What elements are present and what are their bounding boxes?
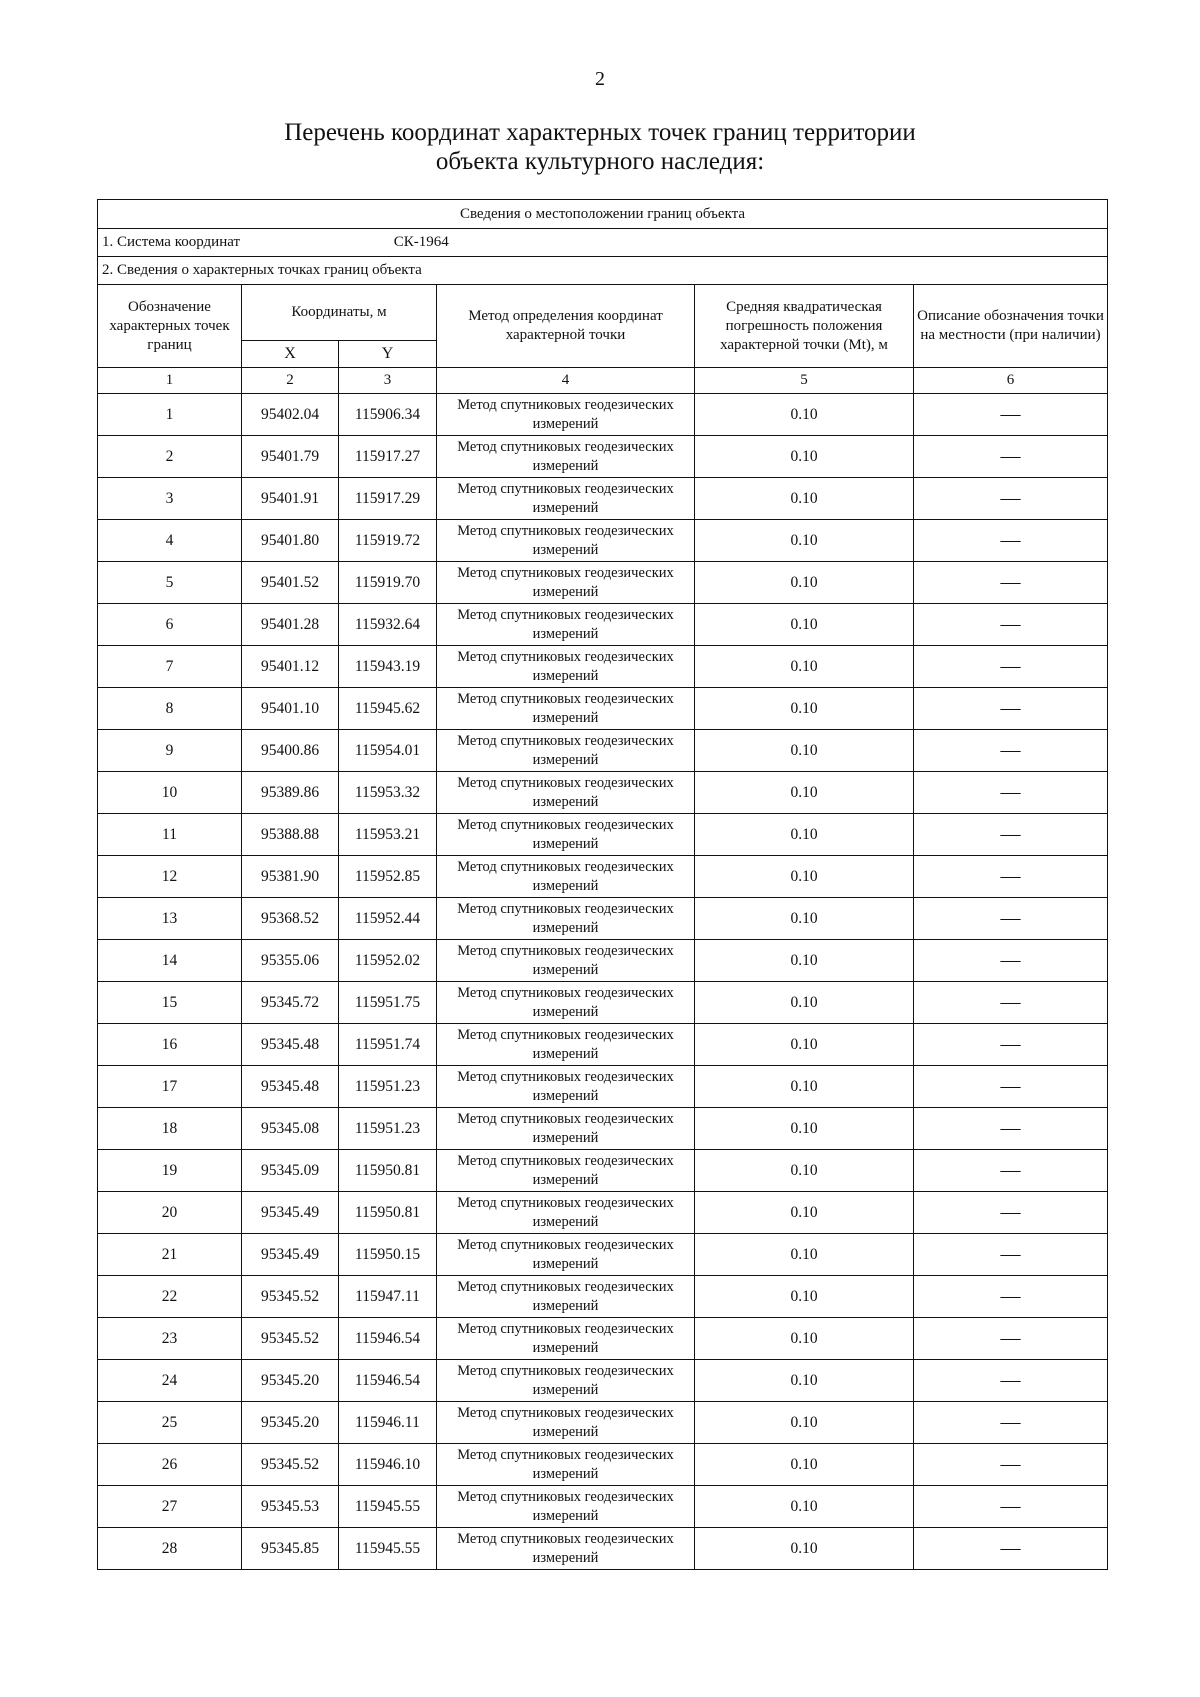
table-row xyxy=(98,1486,1108,1528)
table-row xyxy=(98,856,1108,898)
coordinate-x: 95401.12 xyxy=(242,646,339,688)
coordinate-x: 95345.52 xyxy=(242,1444,339,1486)
method-cell: Метод спутниковых геодезических измерений xyxy=(437,856,695,898)
coordinate-y: 115919.72 xyxy=(339,520,437,562)
error-value: 0.10 xyxy=(695,856,914,898)
error-value: 0.10 xyxy=(695,478,914,520)
method-cell: Метод спутниковых геодезических измерений xyxy=(437,1528,695,1570)
table-row xyxy=(98,436,1108,478)
coordinate-x: 95345.20 xyxy=(242,1360,339,1402)
error-value: 0.10 xyxy=(695,1024,914,1066)
table-body xyxy=(98,394,1108,1570)
table-row xyxy=(98,898,1108,940)
coordinate-y: 115917.27 xyxy=(339,436,437,478)
column-number: 3 xyxy=(339,368,437,394)
coordinate-y: 115951.23 xyxy=(339,1066,437,1108)
error-value: 0.10 xyxy=(695,814,914,856)
error-value: 0.10 xyxy=(695,772,914,814)
coordinate-y: 115946.10 xyxy=(339,1444,437,1486)
point-number: 4 xyxy=(98,520,242,562)
description-cell: — xyxy=(914,1444,1108,1486)
coordinate-y: 115932.64 xyxy=(339,604,437,646)
page-number: 2 xyxy=(595,68,605,90)
table-row xyxy=(98,604,1108,646)
table-row xyxy=(98,562,1108,604)
error-value: 0.10 xyxy=(695,1150,914,1192)
description-cell: — xyxy=(914,1234,1108,1276)
method-cell: Метод спутниковых геодезических измерений xyxy=(437,730,695,772)
coordinate-x: 95368.52 xyxy=(242,898,339,940)
coordinate-y: 115950.15 xyxy=(339,1234,437,1276)
point-number: 6 xyxy=(98,604,242,646)
point-number: 5 xyxy=(98,562,242,604)
description-cell: — xyxy=(914,940,1108,982)
coordinate-x: 95345.53 xyxy=(242,1486,339,1528)
method-cell: Метод спутниковых геодезических измерений xyxy=(437,562,695,604)
point-number: 19 xyxy=(98,1150,242,1192)
point-number: 3 xyxy=(98,478,242,520)
method-cell: Метод спутниковых геодезических измерений xyxy=(437,1360,695,1402)
coordinate-x: 95400.86 xyxy=(242,730,339,772)
header-description: Описание обозначения точки на местности (при наличии) xyxy=(914,285,1108,368)
description-cell: — xyxy=(914,1486,1108,1528)
error-value: 0.10 xyxy=(695,688,914,730)
coordinate-y: 115946.54 xyxy=(339,1360,437,1402)
description-cell: — xyxy=(914,730,1108,772)
error-value: 0.10 xyxy=(695,604,914,646)
table-row xyxy=(98,1150,1108,1192)
description-cell: — xyxy=(914,604,1108,646)
table-row xyxy=(98,1318,1108,1360)
coordinate-x: 95345.20 xyxy=(242,1402,339,1444)
coordinate-y: 115947.11 xyxy=(339,1276,437,1318)
table-row xyxy=(98,478,1108,520)
point-number: 26 xyxy=(98,1444,242,1486)
method-cell: Метод спутниковых геодезических измерений xyxy=(437,520,695,562)
coordinate-x: 95401.52 xyxy=(242,562,339,604)
title-line-1: Перечень координат характерных точек границ территории xyxy=(284,119,916,146)
coordinate-y: 115950.81 xyxy=(339,1192,437,1234)
points-section-label: 2. Сведения о характерных точках границ объекта xyxy=(98,257,1108,285)
point-number: 12 xyxy=(98,856,242,898)
point-number: 24 xyxy=(98,1360,242,1402)
description-cell: — xyxy=(914,478,1108,520)
table-row xyxy=(98,772,1108,814)
error-value: 0.10 xyxy=(695,520,914,562)
table-row xyxy=(98,940,1108,982)
description-cell: — xyxy=(914,1192,1108,1234)
coordinate-y: 115950.81 xyxy=(339,1150,437,1192)
coordinate-y: 115946.54 xyxy=(339,1318,437,1360)
error-value: 0.10 xyxy=(695,730,914,772)
header-y: Y xyxy=(339,341,437,368)
description-cell: — xyxy=(914,1024,1108,1066)
method-cell: Метод спутниковых геодезических измерений xyxy=(437,982,695,1024)
description-cell: — xyxy=(914,646,1108,688)
method-cell: Метод спутниковых геодезических измерений xyxy=(437,772,695,814)
description-cell: — xyxy=(914,394,1108,436)
coord-system-value: СК-1964 xyxy=(393,234,449,250)
coordinate-y: 115919.70 xyxy=(339,562,437,604)
coordinate-x: 95401.80 xyxy=(242,520,339,562)
coordinates-table xyxy=(97,199,1108,1570)
point-number: 2 xyxy=(98,436,242,478)
table-row xyxy=(98,1528,1108,1570)
description-cell: — xyxy=(914,1066,1108,1108)
method-cell: Метод спутниковых геодезических измерений xyxy=(437,1108,695,1150)
header-method: Метод определения координат характерной точки xyxy=(437,285,695,368)
description-cell: — xyxy=(914,436,1108,478)
point-number: 25 xyxy=(98,1402,242,1444)
error-value: 0.10 xyxy=(695,898,914,940)
description-cell: — xyxy=(914,1402,1108,1444)
table-row xyxy=(98,1444,1108,1486)
error-value: 0.10 xyxy=(695,1276,914,1318)
coordinate-x: 95401.79 xyxy=(242,436,339,478)
table-row xyxy=(98,394,1108,436)
coordinate-y: 115951.74 xyxy=(339,1024,437,1066)
coordinate-x: 95345.48 xyxy=(242,1066,339,1108)
error-value: 0.10 xyxy=(695,940,914,982)
coordinate-x: 95345.85 xyxy=(242,1528,339,1570)
coordinate-y: 115946.11 xyxy=(339,1402,437,1444)
point-number: 22 xyxy=(98,1276,242,1318)
column-number: 5 xyxy=(695,368,914,394)
point-number: 1 xyxy=(98,394,242,436)
description-cell: — xyxy=(914,688,1108,730)
point-number: 21 xyxy=(98,1234,242,1276)
coordinate-x: 95381.90 xyxy=(242,856,339,898)
coordinate-x: 95345.49 xyxy=(242,1192,339,1234)
column-number: 4 xyxy=(437,368,695,394)
description-cell: — xyxy=(914,856,1108,898)
error-value: 0.10 xyxy=(695,982,914,1024)
point-number: 15 xyxy=(98,982,242,1024)
error-value: 0.10 xyxy=(695,1402,914,1444)
point-number: 7 xyxy=(98,646,242,688)
header-point-designation: Обозначение характерных точек границ xyxy=(98,285,242,368)
error-value: 0.10 xyxy=(695,1318,914,1360)
point-number: 8 xyxy=(98,688,242,730)
method-cell: Метод спутниковых геодезических измерений xyxy=(437,814,695,856)
method-cell: Метод спутниковых геодезических измерений xyxy=(437,604,695,646)
coordinate-y: 115943.19 xyxy=(339,646,437,688)
method-cell: Метод спутниковых геодезических измерений xyxy=(437,436,695,478)
method-cell: Метод спутниковых геодезических измерений xyxy=(437,1066,695,1108)
table-row xyxy=(98,1360,1108,1402)
description-cell: — xyxy=(914,772,1108,814)
method-cell: Метод спутниковых геодезических измерений xyxy=(437,1318,695,1360)
method-cell: Метод спутниковых геодезических измерений xyxy=(437,898,695,940)
point-number: 27 xyxy=(98,1486,242,1528)
table-row xyxy=(98,1024,1108,1066)
description-cell: — xyxy=(914,562,1108,604)
error-value: 0.10 xyxy=(695,1360,914,1402)
error-value: 0.10 xyxy=(695,1108,914,1150)
coordinate-y: 115945.55 xyxy=(339,1528,437,1570)
error-value: 0.10 xyxy=(695,1486,914,1528)
column-number: 1 xyxy=(98,368,242,394)
coordinate-y: 115945.62 xyxy=(339,688,437,730)
coordinate-x: 95401.28 xyxy=(242,604,339,646)
coordinate-y: 115953.32 xyxy=(339,772,437,814)
point-number: 16 xyxy=(98,1024,242,1066)
coordinate-x: 95345.08 xyxy=(242,1108,339,1150)
table-row xyxy=(98,646,1108,688)
coordinate-x: 95401.91 xyxy=(242,478,339,520)
coordinate-x: 95345.48 xyxy=(242,1024,339,1066)
table-row xyxy=(98,982,1108,1024)
coordinate-x: 95345.52 xyxy=(242,1318,339,1360)
point-number: 20 xyxy=(98,1192,242,1234)
error-value: 0.10 xyxy=(695,1234,914,1276)
point-number: 18 xyxy=(98,1108,242,1150)
error-value: 0.10 xyxy=(695,436,914,478)
column-number: 2 xyxy=(242,368,339,394)
method-cell: Метод спутниковых геодезических измерений xyxy=(437,1402,695,1444)
method-cell: Метод спутниковых геодезических измерений xyxy=(437,1192,695,1234)
coordinate-x: 95389.86 xyxy=(242,772,339,814)
point-number: 28 xyxy=(98,1528,242,1570)
error-value: 0.10 xyxy=(695,1444,914,1486)
point-number: 17 xyxy=(98,1066,242,1108)
document-title xyxy=(0,118,1200,176)
error-value: 0.10 xyxy=(695,646,914,688)
description-cell: — xyxy=(914,1108,1108,1150)
point-number: 14 xyxy=(98,940,242,982)
header-error: Средняя квадратическая погрешность положения характерной точки (Mt), м xyxy=(695,285,914,368)
coord-system-row xyxy=(98,229,1108,257)
method-cell: Метод спутниковых геодезических измерений xyxy=(437,1024,695,1066)
header-coordinates: Координаты, м xyxy=(242,285,437,341)
coordinate-x: 95345.49 xyxy=(242,1234,339,1276)
method-cell: Метод спутниковых геодезических измерений xyxy=(437,1486,695,1528)
description-cell: — xyxy=(914,1150,1108,1192)
method-cell: Метод спутниковых геодезических измерений xyxy=(437,1444,695,1486)
description-cell: — xyxy=(914,898,1108,940)
coordinate-y: 115953.21 xyxy=(339,814,437,856)
table-row xyxy=(98,1192,1108,1234)
point-number: 10 xyxy=(98,772,242,814)
coordinate-y: 115954.01 xyxy=(339,730,437,772)
description-cell: — xyxy=(914,520,1108,562)
table-row xyxy=(98,1402,1108,1444)
title-line-2: объекта культурного наследия: xyxy=(435,148,765,175)
table-row xyxy=(98,1234,1108,1276)
coordinate-y: 115917.29 xyxy=(339,478,437,520)
header-x: X xyxy=(242,341,339,368)
coordinate-x: 95388.88 xyxy=(242,814,339,856)
coordinate-y: 115906.34 xyxy=(339,394,437,436)
coordinate-y: 115951.23 xyxy=(339,1108,437,1150)
point-number: 23 xyxy=(98,1318,242,1360)
table-row xyxy=(98,1066,1108,1108)
table-row xyxy=(98,814,1108,856)
method-cell: Метод спутниковых геодезических измерений xyxy=(437,394,695,436)
table-row xyxy=(98,1108,1108,1150)
error-value: 0.10 xyxy=(695,1066,914,1108)
description-cell: — xyxy=(914,1528,1108,1570)
coordinate-x: 95401.10 xyxy=(242,688,339,730)
point-number: 11 xyxy=(98,814,242,856)
table-row xyxy=(98,520,1108,562)
coordinate-y: 115952.85 xyxy=(339,856,437,898)
point-number: 13 xyxy=(98,898,242,940)
method-cell: Метод спутниковых геодезических измерений xyxy=(437,1150,695,1192)
table-row xyxy=(98,1276,1108,1318)
error-value: 0.10 xyxy=(695,394,914,436)
coordinate-x: 95345.09 xyxy=(242,1150,339,1192)
coordinate-x: 95345.72 xyxy=(242,982,339,1024)
method-cell: Метод спутниковых геодезических измерений xyxy=(437,688,695,730)
coordinate-x: 95402.04 xyxy=(242,394,339,436)
error-value: 0.10 xyxy=(695,562,914,604)
table-main-header: Сведения о местоположении границ объекта xyxy=(98,200,1108,229)
description-cell: — xyxy=(914,1360,1108,1402)
table-row xyxy=(98,730,1108,772)
coordinates-table-container xyxy=(97,199,1107,1570)
method-cell: Метод спутниковых геодезических измерений xyxy=(437,646,695,688)
description-cell: — xyxy=(914,814,1108,856)
column-number: 6 xyxy=(914,368,1108,394)
method-cell: Метод спутниковых геодезических измерений xyxy=(437,1276,695,1318)
coordinate-x: 95355.06 xyxy=(242,940,339,982)
coordinate-y: 115952.44 xyxy=(339,898,437,940)
error-value: 0.10 xyxy=(695,1192,914,1234)
description-cell: — xyxy=(914,1276,1108,1318)
method-cell: Метод спутниковых геодезических измерений xyxy=(437,940,695,982)
coord-system-label: 1. Система координат xyxy=(102,234,241,250)
description-cell: — xyxy=(914,1318,1108,1360)
table-row xyxy=(98,688,1108,730)
error-value: 0.10 xyxy=(695,1528,914,1570)
coordinate-x: 95345.52 xyxy=(242,1276,339,1318)
coordinate-y: 115945.55 xyxy=(339,1486,437,1528)
method-cell: Метод спутниковых геодезических измерений xyxy=(437,1234,695,1276)
description-cell: — xyxy=(914,982,1108,1024)
coordinate-y: 115951.75 xyxy=(339,982,437,1024)
point-number: 9 xyxy=(98,730,242,772)
coordinate-y: 115952.02 xyxy=(339,940,437,982)
method-cell: Метод спутниковых геодезических измерений xyxy=(437,478,695,520)
